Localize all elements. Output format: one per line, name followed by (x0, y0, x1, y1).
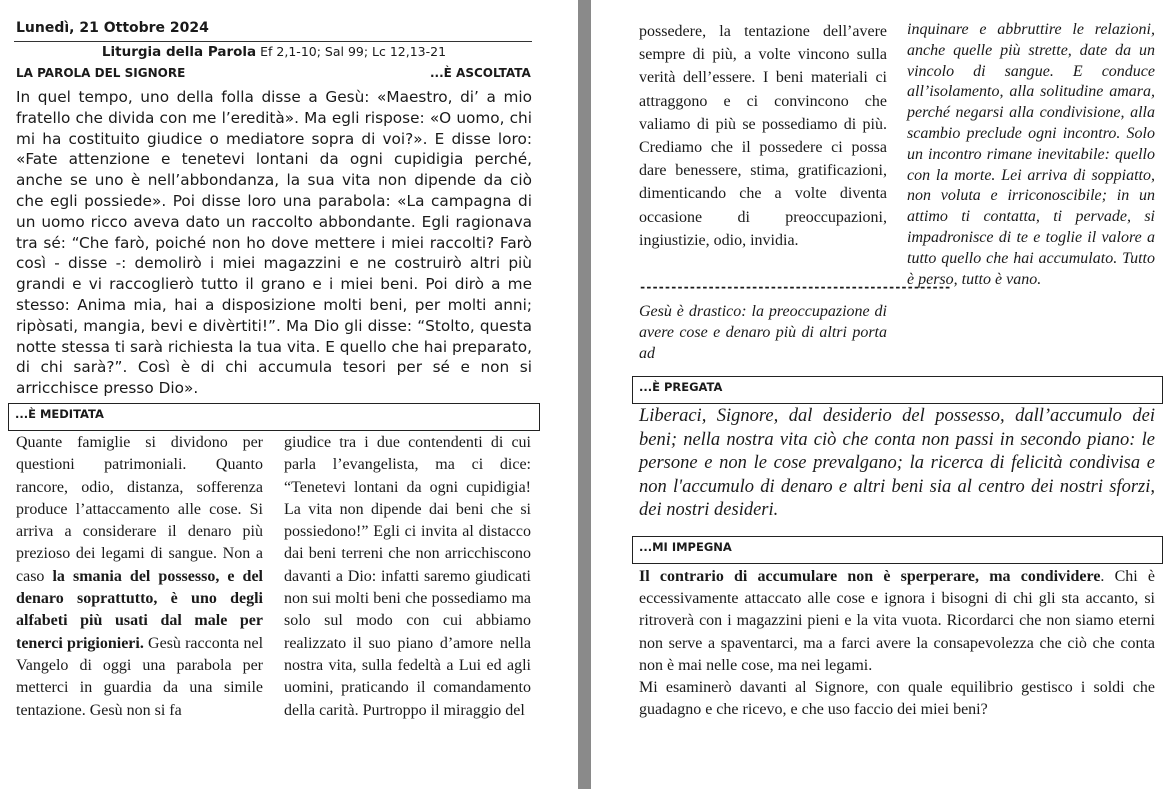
commitment-label: ...MI IMPEGNA (632, 536, 1163, 564)
meditation-column-3-italic: Gesù è drastico: la preoccupazione di avere cose e denaro più di altri porta ad (639, 303, 887, 362)
commitment-block (639, 566, 1155, 721)
meditation-label: ...È MEDITATA (8, 403, 540, 431)
meditation-col1-intro: Quante famiglie si dividono per questioni patrimoniali. Quanto rancore, odio, distanza, sofferenza produce l’attaccamento alle cose. Si arriva a considerare il denaro più prezioso dei legami di sangue. Non a caso (16, 434, 263, 585)
meditation-col1-outro: Gesù racconta nel Vangelo di oggi una parabola per metterci in guardia da una simile tentazione. Gesù non si fa (16, 634, 264, 719)
gospel-text: In quel tempo, uno della folla disse a Gesù: «Maestro, di’ a mio fratello che divida con me l’eredità». Ma egli rispose: «O uomo, chi mi ha costituito giudice o mediatore sopra di voi?». E disse loro: «Fate attenzione e tenetevi lontani da ogni cupidigia perché, anche se uno è nell’abbondanza, la sua vita non dipende da ciò che egli possiede». Poi disse loro una parabola: «La campagna di un uomo ricco aveva dato un raccolto abbondante. Egli ragionava tra sé: “Che farò, poiché non ho dove mettere i miei raccolti? Farò così - disse -: demolirò i miei magazzini e ne costruirò altri più grandi e vi raccoglierò tutto il grano e i miei beni. Poi dirò a me stesso: Anima mia, hai a disposizione molti beni, per molti anni; ripòsati, mangia, bevi e divèrtiti!”. Ma Dio gli disse: “Stolto, questa notte stessa ti sarà richiesta la tua vita. E quello che hai preparato, di chi sarà?”. Così è di chi accumula tesori per sé e non si arricchisce presso Dio». (16, 88, 532, 398)
commitment-paragraph (639, 566, 1155, 677)
liturgy-line (16, 44, 532, 60)
right-page (591, 0, 1173, 789)
meditation-column-4: inquinare e abbruttire le relazioni, anche quelle più strette, date da un vincolo di sangue. E conduce all’isolamento, alla solitudine amara, perché negarsi alla condivisione, alla scambio preclude ogni incontro. Solo un incontro rimane inevitabile: quello con la morte. Lei arriva di soppiatto, non voluta e irriconoscibile; in un attimo ti contatta, ti pervade, si impadronisce di te e toglie il valore a tutto quello che hai accumulato. Tutto è perso, tutto è vano. (907, 21, 1155, 288)
commitment-resolution: Mi esaminerò davanti al Signore, con quale equilibrio gestisco i soldi che guadagno e che ricevo, e che uso faccio dei miei beni? (639, 679, 1155, 719)
page-divider (578, 0, 591, 789)
commitment-text: . Chi è eccessivamente attaccato alle cose e ignora i bisogni di chi gli sta accanto, si ritroverà con i magazzini pieni e la vita vuota. Ricordarci che non siamo eterni non serve a spaventarci, ma a farci avere la consapevolezza che ciò che conta non è mai nelle cose, ma nei legami. (639, 568, 1156, 674)
left-page (0, 0, 578, 789)
meditation-column-2: giudice tra i due contendenti di cui parla l’evangelista, ma ci dice: “Tenetevi lontani da ogni cupidigia! La vita non dipende dai beni che si possiedono!” Egli ci invita al distacco dai beni terreni che non arricchiscono davanti a Dio: infatti saremo giudicati non sui molti beni che possediamo ma solo sul modo con cui abbiamo realizzato il suo piano d’amore nella nostra vita, sulla fedeltà a Lui ed agli uomini, praticando il comandamento della carità. Purtroppo il miraggio del (284, 434, 531, 719)
header-divider (14, 41, 532, 42)
word-label: LA PAROLA DEL SIGNORE (16, 66, 186, 80)
prayer-text: Liberaci, Signore, dal desiderio del possesso, dall’accumulo dei beni; nella nostra vita ciò che conta non passi in secondo piano: le persone e non le cose prevalgano; la ricerca di felicità condivisa e non l'accumulo di denaro e altri beni sia al centro dei nostri sforzi, dei nostri desideri. (639, 406, 1155, 520)
meditation-column-3: possedere, la tentazione dell’avere sempre di più, a volte vincono sulla verità dell’essere. I beni materiali ci attraggono e ci convincono che valiamo di più se possediamo di più. Crediamo che il possedere ci possa dare benessere, stima, gratificazioni, dimenticando che a volte diventa occasione di preoccupazioni, ingiustizie, odio, invidia. (639, 23, 887, 249)
meditation-col1-highlight: la smania del possesso, e del denaro soprattutto, è uno degli alfabeti più usati dal male per tenerci prigionieri. (16, 567, 263, 652)
separator-line: -------------------------------------------------- (639, 280, 951, 294)
date-heading: Lunedì, 21 Ottobre 2024 (16, 20, 209, 36)
readings-reference: Ef 2,1-10; Sal 99; Lc 12,13-21 (260, 44, 447, 59)
liturgy-title: Liturgia della Parola (101, 44, 257, 60)
prayer-label: ...È PREGATA (632, 376, 1163, 404)
meditation-column-1 (16, 432, 263, 722)
listened-label: ...È ASCOLTATA (430, 66, 531, 80)
commitment-highlight: Il contrario di accumulare non è sperperare, ma condividere (639, 568, 1101, 585)
